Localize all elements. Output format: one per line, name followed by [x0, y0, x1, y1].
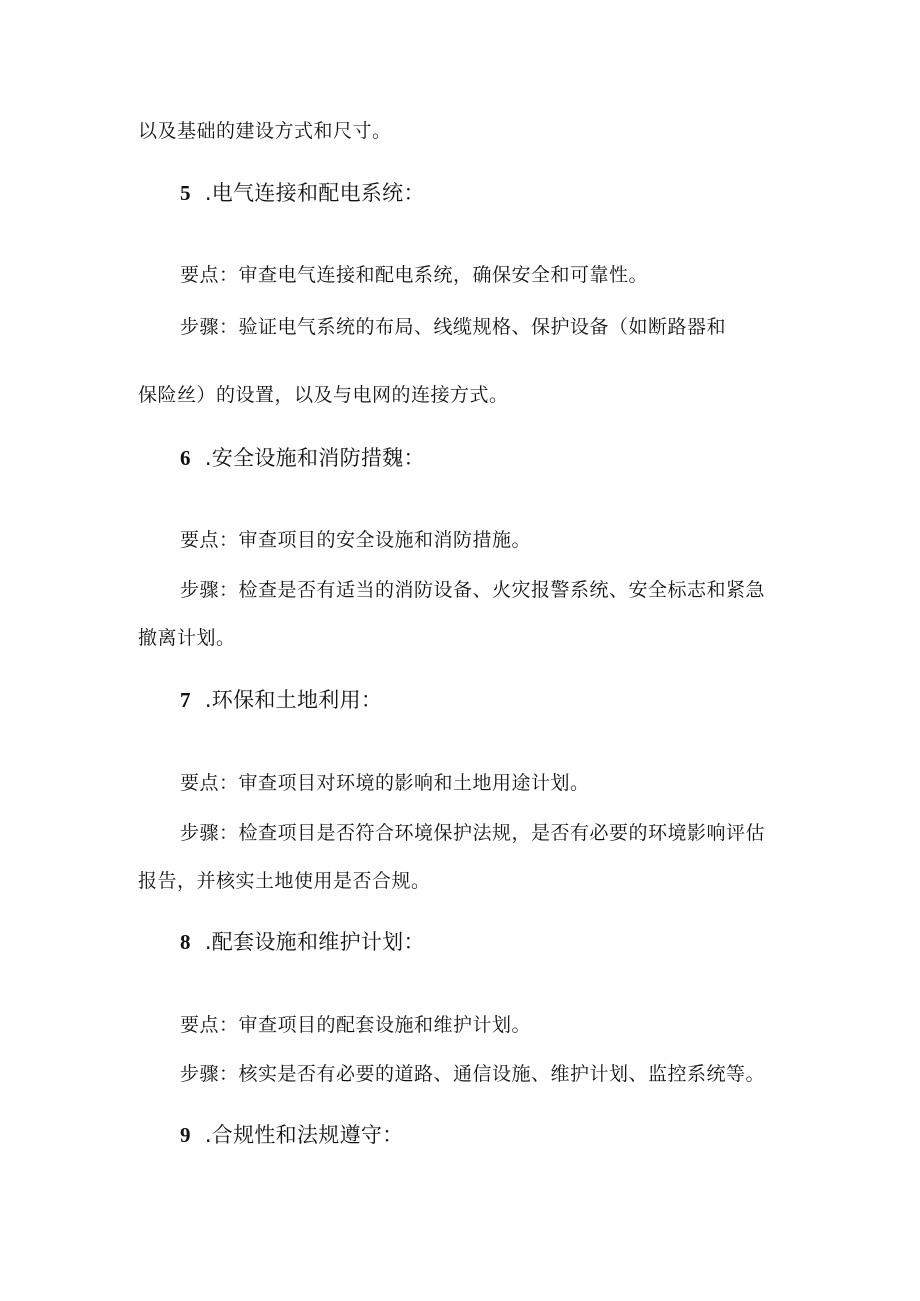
section-number: 6	[180, 446, 191, 470]
section-title: .安全设施和消防措魏：	[204, 446, 425, 470]
section-number: 5	[180, 181, 191, 205]
section-heading-5	[180, 180, 425, 206]
key-point-line: 要点：审查项目的安全设施和消防措施。	[180, 529, 532, 551]
section-title: .环保和土地利用：	[204, 688, 383, 712]
section-title: .配套设施和维护计划：	[204, 930, 425, 954]
section-number: 7	[180, 688, 191, 712]
steps-line-continued: 撤离计划。	[138, 627, 236, 649]
paragraph-line: 以及基础的建设方式和尺寸。	[138, 120, 392, 142]
steps-line: 步骤：检查项目是否符合环境保护法规，是否有必要的环境影响评估	[180, 822, 766, 844]
section-title: .合规性和法规遵守：	[204, 1123, 404, 1147]
section-number: 8	[180, 930, 191, 954]
section-heading-6	[180, 445, 425, 471]
key-point-line: 要点：审查项目的配套设施和维护计划。	[180, 1014, 532, 1036]
section-heading-8	[180, 929, 425, 955]
section-heading-9	[180, 1122, 404, 1148]
section-heading-7	[180, 687, 382, 713]
steps-line-continued: 报告，并核实土地使用是否合规。	[138, 870, 431, 892]
steps-line: 步骤：验证电气系统的布局、线缆规格、保护设备（如断路器和	[180, 316, 727, 338]
section-number: 9	[180, 1123, 191, 1147]
key-point-line: 要点：审查项目对环境的影响和土地用途计划。	[180, 772, 590, 794]
steps-line: 步骤：核实是否有必要的道路、通信设施、维护计划、监控系统等。	[180, 1063, 766, 1085]
steps-line: 步骤：检查是否有适当的消防设备、火灾报警系统、安全标志和紧急	[180, 579, 766, 601]
steps-line-continued: 保险丝）的设置，以及与电网的连接方式。	[138, 384, 509, 406]
section-title: .电气连接和配电系统：	[204, 181, 425, 205]
key-point-line: 要点：审查电气连接和配电系统，确保安全和可靠性。	[180, 264, 649, 286]
